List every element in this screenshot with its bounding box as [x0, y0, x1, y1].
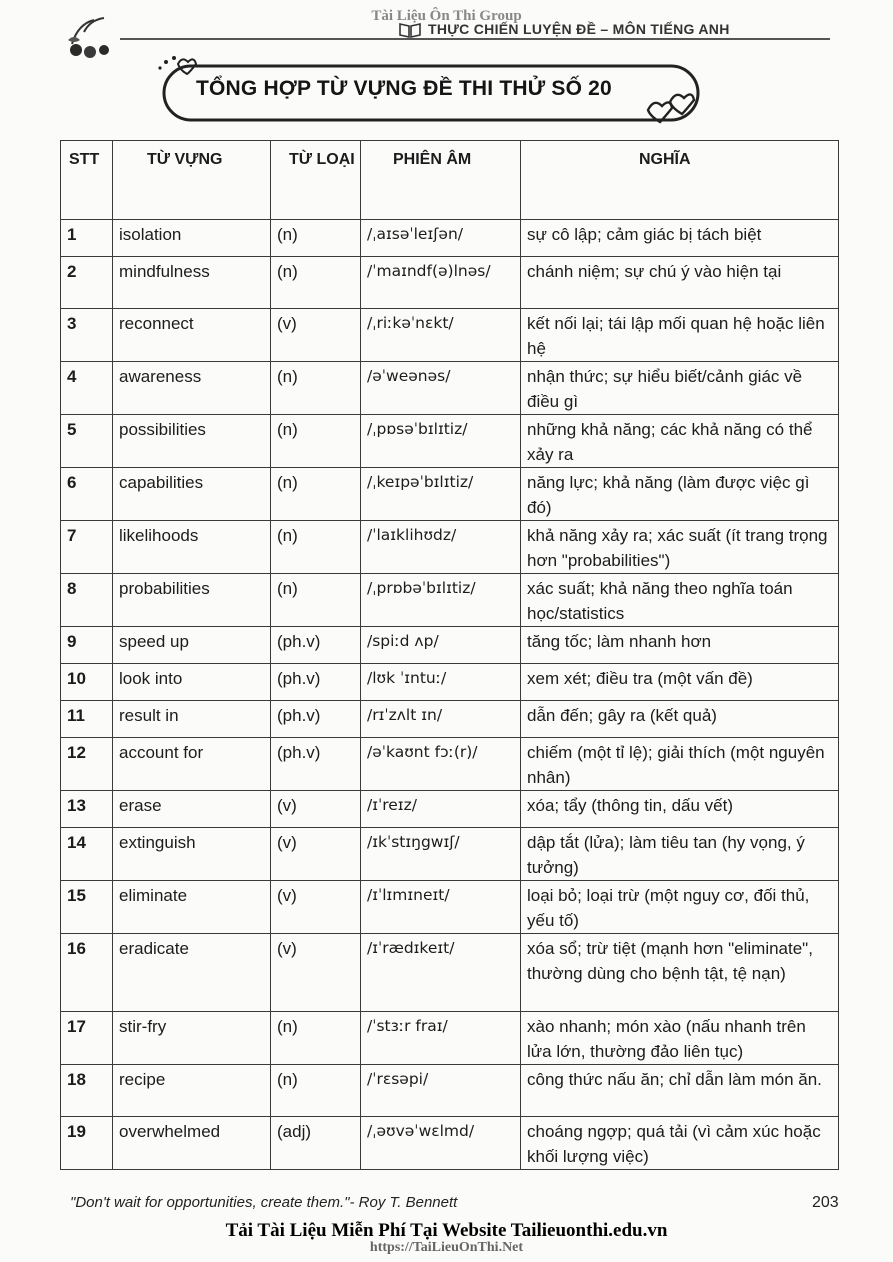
cell-stt: 2 — [61, 257, 113, 309]
cell-meaning: xóa sổ; trừ tiệt (mạnh hơn "eliminate", thường dùng cho bệnh tật, tệ nạn) — [521, 934, 839, 1012]
cell-stt: 14 — [61, 828, 113, 881]
cell-stt: 19 — [61, 1117, 113, 1170]
cell-part-of-speech: (v) — [271, 828, 361, 881]
table-row — [61, 881, 839, 934]
cell-pronunciation: /ˌaɪsəˈleɪʃən/ — [361, 220, 521, 257]
cell-stt: 9 — [61, 627, 113, 664]
cell-meaning: công thức nấu ăn; chỉ dẫn làm món ăn. — [521, 1065, 839, 1117]
cell-part-of-speech: (n) — [271, 521, 361, 574]
cell-word: result in — [113, 701, 271, 738]
cell-word: capabilities — [113, 468, 271, 521]
cell-word: probabilities — [113, 574, 271, 627]
cell-pronunciation: /lʊk ˈɪntuː/ — [361, 664, 521, 701]
table-row — [61, 1065, 839, 1117]
cell-word: look into — [113, 664, 271, 701]
cell-meaning: xóa; tẩy (thông tin, dấu vết) — [521, 791, 839, 828]
cell-word: mindfulness — [113, 257, 271, 309]
table-row — [61, 220, 839, 257]
cell-meaning: tăng tốc; làm nhanh hơn — [521, 627, 839, 664]
cell-pronunciation: /ɪˈlɪmɪneɪt/ — [361, 881, 521, 934]
cell-stt: 6 — [61, 468, 113, 521]
cell-meaning: dập tắt (lửa); làm tiêu tan (hy vọng, ý tưởng) — [521, 828, 839, 881]
table-row — [61, 309, 839, 362]
cell-part-of-speech: (n) — [271, 1012, 361, 1065]
cell-pronunciation: /ˌpɒsəˈbɪlɪtiz/ — [361, 415, 521, 468]
book-icon — [398, 22, 422, 38]
table-row — [61, 738, 839, 791]
cell-pronunciation: /ˌkeɪpəˈbɪlɪtiz/ — [361, 468, 521, 521]
table-row — [61, 791, 839, 828]
cell-part-of-speech: (n) — [271, 362, 361, 415]
cell-part-of-speech: (n) — [271, 1065, 361, 1117]
cell-stt: 11 — [61, 701, 113, 738]
cell-word: erase — [113, 791, 271, 828]
cell-part-of-speech: (n) — [271, 468, 361, 521]
cell-part-of-speech: (n) — [271, 415, 361, 468]
cell-part-of-speech: (ph.v) — [271, 738, 361, 791]
plant-decoration-icon — [64, 14, 124, 60]
cell-part-of-speech: (v) — [271, 934, 361, 1012]
table-row — [61, 574, 839, 627]
cell-stt: 15 — [61, 881, 113, 934]
cell-pronunciation: /ˌəʊvəˈwɛlmd/ — [361, 1117, 521, 1170]
cell-word: awareness — [113, 362, 271, 415]
cell-pronunciation: /ˌprɒbəˈbɪlɪtiz/ — [361, 574, 521, 627]
cell-word: speed up — [113, 627, 271, 664]
cell-meaning: loại bỏ; loại trừ (một nguy cơ, đối thủ, yếu tố) — [521, 881, 839, 934]
table-row — [61, 415, 839, 468]
cell-stt: 18 — [61, 1065, 113, 1117]
cell-stt: 17 — [61, 1012, 113, 1065]
cell-part-of-speech: (ph.v) — [271, 627, 361, 664]
cell-part-of-speech: (ph.v) — [271, 701, 361, 738]
table-row — [61, 521, 839, 574]
table-row — [61, 1012, 839, 1065]
cell-stt: 12 — [61, 738, 113, 791]
cell-meaning: kết nối lại; tái lập mối quan hệ hoặc liên hệ — [521, 309, 839, 362]
cell-word: eradicate — [113, 934, 271, 1012]
cell-stt: 4 — [61, 362, 113, 415]
table-row — [61, 828, 839, 881]
cell-meaning: xem xét; điều tra (một vấn đề) — [521, 664, 839, 701]
table-row — [61, 664, 839, 701]
page-number: 203 — [812, 1194, 839, 1211]
cell-stt: 1 — [61, 220, 113, 257]
cell-part-of-speech: (adj) — [271, 1117, 361, 1170]
cell-meaning: dẫn đến; gây ra (kết quả) — [521, 701, 839, 738]
cell-pronunciation: /ɪˈreɪz/ — [361, 791, 521, 828]
cell-stt: 5 — [61, 415, 113, 468]
header-pronunciation: PHIÊN ÂM — [361, 141, 521, 220]
table-row — [61, 934, 839, 1012]
cell-stt: 8 — [61, 574, 113, 627]
cell-part-of-speech: (n) — [271, 574, 361, 627]
cell-pronunciation: /ɪkˈstɪŋgwɪʃ/ — [361, 828, 521, 881]
footer-promo: Tải Tài Liệu Miễn Phí Tại Website Tailieuonthi.edu.vn — [225, 1220, 668, 1241]
cell-meaning: chánh niệm; sự chú ý vào hiện tại — [521, 257, 839, 309]
header-stt: STT — [61, 141, 113, 220]
cell-word: likelihoods — [113, 521, 271, 574]
cell-part-of-speech: (v) — [271, 791, 361, 828]
cell-word: stir-fry — [113, 1012, 271, 1065]
cell-pronunciation: /ˈstɜːr fraɪ/ — [361, 1012, 521, 1065]
cell-part-of-speech: (ph.v) — [271, 664, 361, 701]
cell-pronunciation: /ˌriːkəˈnɛkt/ — [361, 309, 521, 362]
cell-word: isolation — [113, 220, 271, 257]
cell-meaning: sự cô lập; cảm giác bị tách biệt — [521, 220, 839, 257]
footer-url[interactable]: https://TaiLieuOnThi.Net — [369, 1240, 524, 1255]
header-word: TỪ VỰNG — [113, 141, 271, 220]
vocabulary-table — [60, 140, 839, 1170]
cell-word: eliminate — [113, 881, 271, 934]
cell-pronunciation: /ɪˈrædɪkeɪt/ — [361, 934, 521, 1012]
header-part-of-speech: TỪ LOẠI — [271, 141, 361, 220]
cell-pronunciation: /əˈweənəs/ — [361, 362, 521, 415]
cell-pronunciation: /əˈkaʊnt fɔː(r)/ — [361, 738, 521, 791]
cell-part-of-speech: (n) — [271, 220, 361, 257]
cell-pronunciation: /spiːd ʌp/ — [361, 627, 521, 664]
cell-meaning: năng lực; khả năng (làm được việc gì đó) — [521, 468, 839, 521]
table-row — [61, 701, 839, 738]
table-row — [61, 627, 839, 664]
header-title: THỰC CHIẾN LUYỆN ĐỀ – MÔN TIẾNG ANH — [428, 21, 730, 37]
cell-meaning: chiếm (một tỉ lệ); giải thích (một nguyên nhân) — [521, 738, 839, 791]
cell-meaning: xác suất; khả năng theo nghĩa toán học/statistics — [521, 574, 839, 627]
cell-pronunciation: /ˈrɛsəpi/ — [361, 1065, 521, 1117]
cell-pronunciation: /rɪˈzʌlt ɪn/ — [361, 701, 521, 738]
cell-word: overwhelmed — [113, 1117, 271, 1170]
cell-word: extinguish — [113, 828, 271, 881]
table-header-row — [61, 141, 839, 220]
cell-meaning: nhận thức; sự hiểu biết/cảnh giác về điều gì — [521, 362, 839, 415]
cell-stt: 10 — [61, 664, 113, 701]
cell-pronunciation: /ˈlaɪklihʊdz/ — [361, 521, 521, 574]
top-watermark: Tài Liệu Ôn Thi Group — [371, 8, 522, 24]
cell-part-of-speech: (v) — [271, 881, 361, 934]
table-row — [61, 468, 839, 521]
header-rule — [120, 38, 830, 40]
cell-pronunciation: /ˈmaɪndf(ə)lnəs/ — [361, 257, 521, 309]
cell-word: reconnect — [113, 309, 271, 362]
cell-part-of-speech: (v) — [271, 309, 361, 362]
cell-meaning: những khả năng; các khả năng có thể xảy ra — [521, 415, 839, 468]
cell-stt: 3 — [61, 309, 113, 362]
cell-meaning: khả năng xảy ra; xác suất (ít trang trọng hơn "probabilities") — [521, 521, 839, 574]
cell-stt: 13 — [61, 791, 113, 828]
cell-part-of-speech: (n) — [271, 257, 361, 309]
table-row — [61, 257, 839, 309]
table-row — [61, 1117, 839, 1170]
footer-quote: "Don't wait for opportunities, create them."- Roy T. Bennett — [70, 1194, 458, 1211]
cell-stt: 16 — [61, 934, 113, 1012]
page-title: TỔNG HỢP TỪ VỰNG ĐỀ THI THỬ SỐ 20 — [196, 77, 612, 100]
cell-meaning: xào nhanh; món xào (nấu nhanh trên lửa lớn, thường đảo liên tục) — [521, 1012, 839, 1065]
header-meaning: NGHĨA — [521, 141, 839, 220]
cell-stt: 7 — [61, 521, 113, 574]
cell-word: recipe — [113, 1065, 271, 1117]
table-row — [61, 362, 839, 415]
cell-word: possibilities — [113, 415, 271, 468]
cell-word: account for — [113, 738, 271, 791]
cell-meaning: choáng ngợp; quá tải (vì cảm xúc hoặc khối lượng việc) — [521, 1117, 839, 1170]
